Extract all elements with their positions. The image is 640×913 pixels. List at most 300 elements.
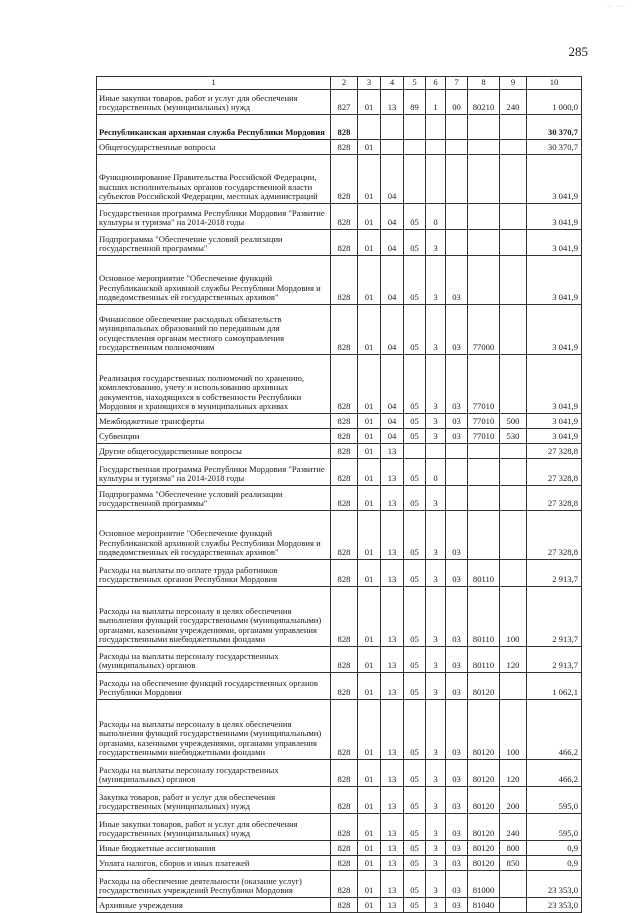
subsection-cell: 04 (381, 414, 404, 429)
subprogram-cell (426, 115, 446, 140)
header-cell: 8 (468, 77, 500, 90)
program-cell: 05 (404, 511, 426, 560)
expense-type-cell (500, 560, 527, 587)
amount-cell: 3 041,9 (527, 230, 582, 256)
subprogram-cell: 3 (426, 787, 446, 814)
row-name-cell: Финансовое обеспечение расходных обязательств муниципальных образований по переданным для осуществления органам местного самоуправления государственным полномочиям (97, 305, 331, 355)
amount-cell: 27 328,8 (527, 511, 582, 560)
direction-cell: 81000 (468, 871, 500, 898)
subsection-cell: 04 (381, 305, 404, 355)
expense-type-cell: 100 (500, 587, 527, 647)
amount-cell: 3 041,9 (527, 355, 582, 414)
section-cell: 01 (358, 560, 381, 587)
expense-type-cell (500, 115, 527, 140)
direction-cell (468, 140, 500, 155)
row-name-cell: Государственная программа Республики Мордовия "Развитие культуры и туризма" на 2014-2018 годы (97, 459, 331, 486)
expense-type-cell (500, 898, 527, 913)
subprogram-cell: 3 (426, 560, 446, 587)
program-cell: 05 (404, 204, 426, 230)
row-name-cell: Расходы на выплаты персоналу государственных (муниципальных) органов (97, 760, 331, 787)
direction-cell (468, 444, 500, 459)
direction-cell: 80110 (468, 560, 500, 587)
row-name-cell: Государственная программа Республики Мордовия "Развитие культуры и туризма" на 2014-2018 годы (97, 204, 331, 230)
subprogram-cell: 3 (426, 414, 446, 429)
amount-cell: 23 353,0 (527, 871, 582, 898)
amount-cell: 1 062,1 (527, 673, 582, 700)
row-name-cell: Закупка товаров, работ и услуг для обеспечения государственных (муниципальных) нужд (97, 787, 331, 814)
code-mgr-cell: 828 (331, 486, 358, 511)
amount-cell: 3 041,9 (527, 204, 582, 230)
code-mgr-cell: 828 (331, 700, 358, 760)
subsection-cell: 13 (381, 841, 404, 856)
subsection-cell: 13 (381, 560, 404, 587)
code-mgr-cell: 828 (331, 673, 358, 700)
program-cell: 05 (404, 856, 426, 871)
table-row (97, 115, 582, 140)
table-row (97, 898, 582, 913)
section-cell: 01 (358, 898, 381, 913)
subsection-cell (381, 115, 404, 140)
table-row (97, 841, 582, 856)
section-cell: 01 (358, 230, 381, 256)
program-cell: 05 (404, 673, 426, 700)
expense-type-cell: 200 (500, 787, 527, 814)
subsection-cell: 04 (381, 256, 404, 305)
table-row (97, 90, 582, 115)
amount-cell: 1 000,0 (527, 90, 582, 115)
activity-cell: 03 (446, 511, 468, 560)
expense-type-cell: 100 (500, 700, 527, 760)
section-cell: 01 (358, 673, 381, 700)
subprogram-cell: 3 (426, 647, 446, 673)
amount-cell: 3 041,9 (527, 414, 582, 429)
expense-type-cell (500, 230, 527, 256)
activity-cell (446, 204, 468, 230)
section-cell: 01 (358, 355, 381, 414)
direction-cell: 77010 (468, 414, 500, 429)
expense-type-cell (500, 140, 527, 155)
program-cell: 05 (404, 700, 426, 760)
table-row (97, 856, 582, 871)
subprogram-cell: 3 (426, 305, 446, 355)
row-name-cell: Другие общегосударственные вопросы (97, 444, 331, 459)
direction-cell (468, 459, 500, 486)
direction-cell: 80120 (468, 760, 500, 787)
row-name-cell: Подпрограмма "Обеспечение условий реализации государственной программы" (97, 230, 331, 256)
table-row (97, 814, 582, 841)
row-name-cell: Основное мероприятие "Обеспечение функций Республиканской архивной службы Республики Мордовия и подведомственных ей государственных архивов" (97, 256, 331, 305)
direction-cell: 80110 (468, 647, 500, 673)
code-mgr-cell: 828 (331, 414, 358, 429)
code-mgr-cell: 828 (331, 355, 358, 414)
section-cell: 01 (358, 871, 381, 898)
code-mgr-cell: 828 (331, 140, 358, 155)
section-cell (358, 115, 381, 140)
subsection-cell (381, 140, 404, 155)
subsection-cell: 13 (381, 444, 404, 459)
amount-cell: 0,9 (527, 856, 582, 871)
subprogram-cell: 3 (426, 355, 446, 414)
header-cell: 2 (331, 77, 358, 90)
code-mgr-cell: 828 (331, 429, 358, 444)
direction-cell (468, 155, 500, 204)
expense-type-cell (500, 204, 527, 230)
code-mgr-cell: 828 (331, 787, 358, 814)
program-cell: 05 (404, 560, 426, 587)
subprogram-cell: 3 (426, 814, 446, 841)
direction-cell: 80120 (468, 787, 500, 814)
header-cell: 9 (500, 77, 527, 90)
table-row (97, 871, 582, 898)
expense-type-cell (500, 256, 527, 305)
subsection-cell: 13 (381, 898, 404, 913)
program-cell: 05 (404, 230, 426, 256)
row-name-cell: Субвенции (97, 429, 331, 444)
subprogram-cell: 3 (426, 511, 446, 560)
row-name-cell: Подпрограмма "Обеспечение условий реализации государственной программы" (97, 486, 331, 511)
subprogram-cell: 3 (426, 856, 446, 871)
expense-type-cell: 120 (500, 647, 527, 673)
amount-cell: 595,0 (527, 814, 582, 841)
row-name-cell: Иные закупки товаров, работ и услуг для обеспечения государственных (муниципальных) нужд (97, 814, 331, 841)
subprogram-cell: 3 (426, 486, 446, 511)
code-mgr-cell: 828 (331, 444, 358, 459)
code-mgr-cell: 828 (331, 459, 358, 486)
program-cell: 89 (404, 90, 426, 115)
section-cell: 01 (358, 90, 381, 115)
section-cell: 01 (358, 787, 381, 814)
amount-cell: 2 913,7 (527, 647, 582, 673)
direction-cell (468, 204, 500, 230)
expense-type-cell: 500 (500, 414, 527, 429)
corner-mark: · ·· ···· (602, 4, 628, 10)
subsection-cell: 04 (381, 204, 404, 230)
amount-cell: 595,0 (527, 787, 582, 814)
activity-cell: 00 (446, 90, 468, 115)
subprogram-cell: 3 (426, 256, 446, 305)
program-cell: 05 (404, 355, 426, 414)
program-cell: 05 (404, 256, 426, 305)
activity-cell: 03 (446, 647, 468, 673)
code-mgr-cell: 828 (331, 856, 358, 871)
expense-type-cell (500, 871, 527, 898)
row-name-cell: Расходы на выплаты по оплате труда работников государственных органов Республики Мордовия (97, 560, 331, 587)
row-name-cell: Иные закупки товаров, работ и услуг для обеспечения государственных (муниципальных) нужд (97, 90, 331, 115)
expense-type-cell (500, 486, 527, 511)
row-name-cell: Функционирование Правительства Российской Федерации, высших исполнительных органов государственной власти субъектов Российской Федерации, местных администраций (97, 155, 331, 204)
section-cell: 01 (358, 486, 381, 511)
amount-cell: 3 041,9 (527, 256, 582, 305)
subprogram-cell: 3 (426, 760, 446, 787)
header-cell: 6 (426, 77, 446, 90)
subprogram-cell: 3 (426, 871, 446, 898)
expense-type-cell: 800 (500, 841, 527, 856)
row-name-cell: Расходы на обеспечение деятельности (оказание услуг) государственных учреждений Республики Мордовия (97, 871, 331, 898)
row-name-cell: Расходы на выплаты персоналу в целях обеспечения выполнения функций государственными (муниципальными) органами, казенными учреждениями, органами управления государственными внебюджетными фондами (97, 700, 331, 760)
subsection-cell: 04 (381, 230, 404, 256)
section-cell: 01 (358, 856, 381, 871)
program-cell: 05 (404, 898, 426, 913)
expense-type-cell (500, 355, 527, 414)
section-cell: 01 (358, 814, 381, 841)
expense-type-cell: 850 (500, 856, 527, 871)
program-cell (404, 115, 426, 140)
direction-cell: 80110 (468, 587, 500, 647)
code-mgr-cell: 827 (331, 90, 358, 115)
subprogram-cell: 3 (426, 429, 446, 444)
section-cell: 01 (358, 204, 381, 230)
activity-cell: 03 (446, 355, 468, 414)
subsection-cell: 13 (381, 673, 404, 700)
program-cell: 05 (404, 787, 426, 814)
activity-cell: 03 (446, 898, 468, 913)
row-name-cell: Архивные учреждения (97, 898, 331, 913)
subprogram-cell (426, 140, 446, 155)
header-cell: 5 (404, 77, 426, 90)
header-cell: 10 (527, 77, 582, 90)
subsection-cell: 04 (381, 355, 404, 414)
subsection-cell: 13 (381, 787, 404, 814)
direction-cell (468, 115, 500, 140)
program-cell: 05 (404, 871, 426, 898)
direction-cell: 80120 (468, 856, 500, 871)
section-cell: 01 (358, 760, 381, 787)
expense-type-cell: 120 (500, 760, 527, 787)
section-cell: 01 (358, 256, 381, 305)
subsection-cell: 13 (381, 486, 404, 511)
subsection-cell: 13 (381, 587, 404, 647)
row-name-cell: Межбюджетные трансферты (97, 414, 331, 429)
table-row (97, 486, 582, 511)
subprogram-cell (426, 444, 446, 459)
table-row (97, 647, 582, 673)
section-cell: 01 (358, 429, 381, 444)
row-name-cell: Республиканская архивная служба Республики Мордовия (97, 115, 331, 140)
activity-cell: 03 (446, 760, 468, 787)
table-header-row (97, 77, 582, 90)
amount-cell: 3 041,9 (527, 305, 582, 355)
program-cell: 05 (404, 486, 426, 511)
activity-cell: 03 (446, 305, 468, 355)
amount-cell: 30 370,7 (527, 140, 582, 155)
subprogram-cell: 1 (426, 90, 446, 115)
activity-cell (446, 230, 468, 256)
amount-cell: 2 913,7 (527, 587, 582, 647)
activity-cell: 03 (446, 787, 468, 814)
subprogram-cell (426, 155, 446, 204)
amount-cell: 3 041,9 (527, 429, 582, 444)
expense-type-cell: 240 (500, 90, 527, 115)
table-row (97, 700, 582, 760)
code-mgr-cell: 828 (331, 647, 358, 673)
activity-cell: 03 (446, 587, 468, 647)
code-mgr-cell: 828 (331, 256, 358, 305)
activity-cell (446, 444, 468, 459)
code-mgr-cell: 828 (331, 155, 358, 204)
section-cell: 01 (358, 511, 381, 560)
subprogram-cell: 3 (426, 898, 446, 913)
activity-cell (446, 155, 468, 204)
expense-type-cell (500, 511, 527, 560)
header-cell: 7 (446, 77, 468, 90)
budget-table (96, 76, 582, 913)
program-cell: 05 (404, 587, 426, 647)
subsection-cell: 13 (381, 700, 404, 760)
code-mgr-cell: 828 (331, 587, 358, 647)
header-cell: 1 (97, 77, 331, 90)
table-row (97, 673, 582, 700)
activity-cell: 03 (446, 560, 468, 587)
code-mgr-cell: 828 (331, 841, 358, 856)
section-cell: 01 (358, 155, 381, 204)
row-name-cell: Реализация государственных полномочий по хранению, комплектованию, учету и использованию архивных документов, находящихся в собственности Республики Мордовия и хранящихся в муниципальных архивах (97, 355, 331, 414)
subsection-cell: 04 (381, 429, 404, 444)
program-cell: 05 (404, 305, 426, 355)
subsection-cell: 13 (381, 459, 404, 486)
table-row (97, 444, 582, 459)
program-cell (404, 140, 426, 155)
table-row (97, 414, 582, 429)
table-row (97, 459, 582, 486)
row-name-cell: Основное мероприятие "Обеспечение функций Республиканской архивной службы Республики Мордовия и подведомственных ей государственных архивов" (97, 511, 331, 560)
program-cell: 05 (404, 429, 426, 444)
code-mgr-cell: 828 (331, 871, 358, 898)
expense-type-cell: 530 (500, 429, 527, 444)
row-name-cell: Общегосударственные вопросы (97, 140, 331, 155)
amount-cell: 23 353,0 (527, 898, 582, 913)
program-cell: 05 (404, 459, 426, 486)
amount-cell: 0,9 (527, 841, 582, 856)
row-name-cell: Расходы на выплаты персоналу в целях обеспечения выполнения функций государственными (муниципальными) органами, казенными учреждениями, органами управления государственными внебюджетными фондами (97, 587, 331, 647)
table-row (97, 355, 582, 414)
code-mgr-cell: 828 (331, 115, 358, 140)
activity-cell: 03 (446, 841, 468, 856)
direction-cell: 80120 (468, 814, 500, 841)
row-name-cell: Расходы на обеспечение функций государственных органов Республики Мордовия (97, 673, 331, 700)
subsection-cell: 13 (381, 511, 404, 560)
direction-cell: 77010 (468, 429, 500, 444)
amount-cell: 27 328,8 (527, 444, 582, 459)
expense-type-cell (500, 459, 527, 486)
code-mgr-cell: 828 (331, 814, 358, 841)
expense-type-cell: 240 (500, 814, 527, 841)
subprogram-cell: 0 (426, 204, 446, 230)
section-cell: 01 (358, 414, 381, 429)
row-name-cell: Иные бюджетные ассигнования (97, 841, 331, 856)
table-row (97, 429, 582, 444)
direction-cell: 80120 (468, 700, 500, 760)
table-row (97, 230, 582, 256)
program-cell: 05 (404, 414, 426, 429)
activity-cell: 03 (446, 856, 468, 871)
subprogram-cell: 0 (426, 459, 446, 486)
activity-cell: 03 (446, 414, 468, 429)
expense-type-cell (500, 444, 527, 459)
direction-cell: 81040 (468, 898, 500, 913)
program-cell: 05 (404, 647, 426, 673)
program-cell: 05 (404, 814, 426, 841)
subsection-cell: 04 (381, 155, 404, 204)
table-row (97, 140, 582, 155)
header-cell: 3 (358, 77, 381, 90)
direction-cell: 80120 (468, 673, 500, 700)
section-cell: 01 (358, 841, 381, 856)
activity-cell: 03 (446, 673, 468, 700)
table-row (97, 787, 582, 814)
table-row (97, 204, 582, 230)
code-mgr-cell: 828 (331, 511, 358, 560)
subprogram-cell: 3 (426, 230, 446, 256)
expense-type-cell (500, 155, 527, 204)
code-mgr-cell: 828 (331, 898, 358, 913)
code-mgr-cell: 828 (331, 230, 358, 256)
table-row (97, 305, 582, 355)
direction-cell: 77010 (468, 355, 500, 414)
table-row (97, 155, 582, 204)
subsection-cell: 13 (381, 760, 404, 787)
subsection-cell: 13 (381, 814, 404, 841)
subprogram-cell: 3 (426, 587, 446, 647)
section-cell: 01 (358, 140, 381, 155)
amount-cell: 27 328,8 (527, 459, 582, 486)
section-cell: 01 (358, 305, 381, 355)
program-cell (404, 155, 426, 204)
activity-cell (446, 115, 468, 140)
table-row (97, 256, 582, 305)
direction-cell: 80210 (468, 90, 500, 115)
row-name-cell: Уплата налогов, сборов и иных платежей (97, 856, 331, 871)
activity-cell: 03 (446, 814, 468, 841)
code-mgr-cell: 828 (331, 760, 358, 787)
program-cell: 05 (404, 841, 426, 856)
amount-cell: 466,2 (527, 700, 582, 760)
amount-cell: 3 041,9 (527, 155, 582, 204)
amount-cell: 27 328,8 (527, 486, 582, 511)
activity-cell: 03 (446, 429, 468, 444)
table-row (97, 560, 582, 587)
header-cell: 4 (381, 77, 404, 90)
activity-cell: 03 (446, 700, 468, 760)
direction-cell (468, 256, 500, 305)
direction-cell (468, 230, 500, 256)
expense-type-cell (500, 305, 527, 355)
program-cell (404, 444, 426, 459)
table-row (97, 511, 582, 560)
subsection-cell: 13 (381, 90, 404, 115)
row-name-cell: Расходы на выплаты персоналу государственных (муниципальных) органов (97, 647, 331, 673)
subsection-cell: 13 (381, 856, 404, 871)
section-cell: 01 (358, 647, 381, 673)
page-number: 285 (568, 44, 588, 59)
activity-cell (446, 486, 468, 511)
table-row (97, 760, 582, 787)
subprogram-cell: 3 (426, 673, 446, 700)
direction-cell: 77000 (468, 305, 500, 355)
subprogram-cell: 3 (426, 841, 446, 856)
subprogram-cell: 3 (426, 700, 446, 760)
subsection-cell: 13 (381, 871, 404, 898)
amount-cell: 30 370,7 (527, 115, 582, 140)
section-cell: 01 (358, 444, 381, 459)
activity-cell (446, 459, 468, 486)
direction-cell: 80120 (468, 841, 500, 856)
code-mgr-cell: 828 (331, 305, 358, 355)
section-cell: 01 (358, 700, 381, 760)
amount-cell: 2 913,7 (527, 560, 582, 587)
code-mgr-cell: 828 (331, 560, 358, 587)
activity-cell (446, 140, 468, 155)
program-cell: 05 (404, 760, 426, 787)
